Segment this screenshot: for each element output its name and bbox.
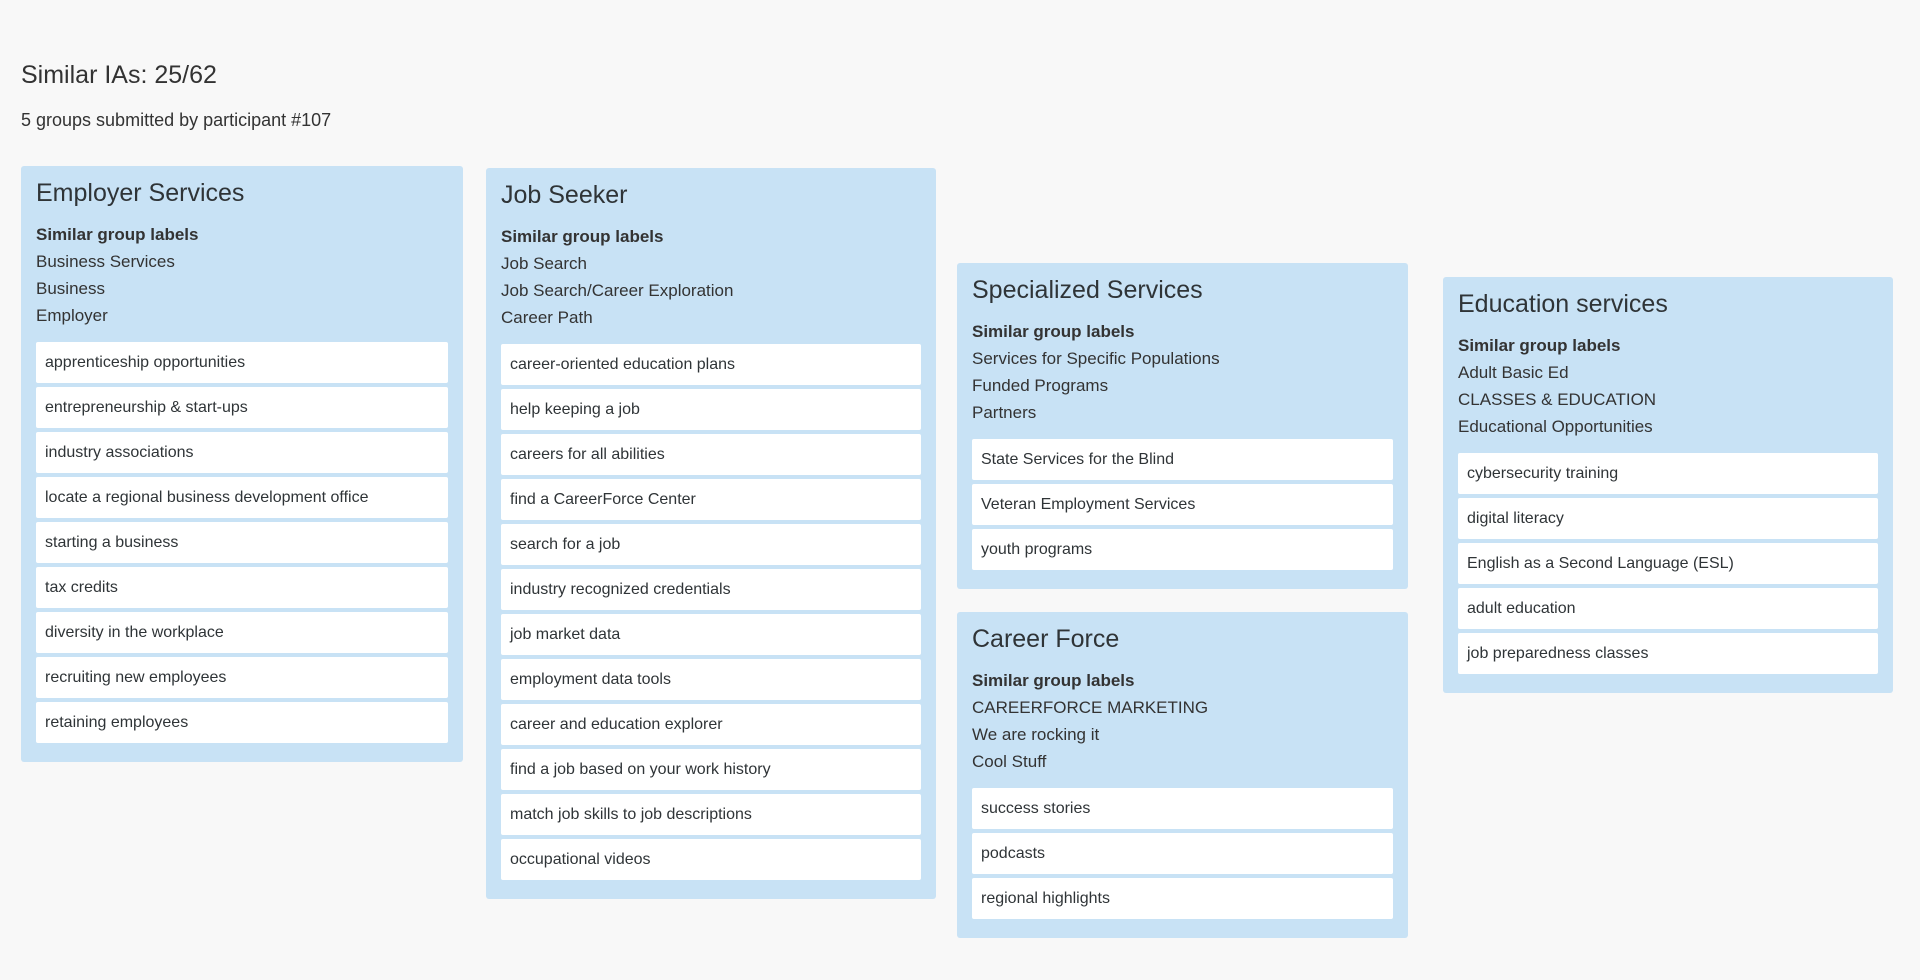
group-title: Career Force xyxy=(972,625,1120,653)
similar-label: Services for Specific Populations xyxy=(972,349,1220,368)
similar-label: Career Path xyxy=(501,308,593,327)
card-item[interactable]: recruiting new employees xyxy=(36,657,448,698)
card-item[interactable]: find a CareerForce Center xyxy=(501,479,921,520)
group-title: Job Seeker xyxy=(501,181,628,209)
group-title: Education services xyxy=(1458,290,1668,318)
card-item[interactable]: retaining employees xyxy=(36,702,448,743)
group-title: Employer Services xyxy=(36,179,245,207)
card-item[interactable]: entrepreneurship & start-ups xyxy=(36,387,448,428)
group-3 xyxy=(957,612,1408,938)
similar-label: Job Search/Career Exploration xyxy=(501,281,734,300)
card-item[interactable]: digital literacy xyxy=(1458,498,1878,539)
similar-label: Educational Opportunities xyxy=(1458,417,1653,436)
card-item[interactable]: occupational videos xyxy=(501,839,921,880)
card-item[interactable]: starting a business xyxy=(36,522,448,563)
card-item[interactable]: career and education explorer xyxy=(501,704,921,745)
card-list xyxy=(501,344,921,880)
card-item[interactable]: search for a job xyxy=(501,524,921,565)
card-item[interactable]: regional highlights xyxy=(972,878,1393,919)
card-item[interactable]: cybersecurity training xyxy=(1458,453,1878,494)
card-item[interactable]: industry associations xyxy=(36,432,448,473)
group-1 xyxy=(486,168,936,899)
similar-labels-heading: Similar group labels xyxy=(972,671,1135,690)
similar-labels-heading: Similar group labels xyxy=(36,225,199,244)
card-item[interactable]: success stories xyxy=(972,788,1393,829)
card-item[interactable]: English as a Second Language (ESL) xyxy=(1458,543,1878,584)
card-item[interactable]: match job skills to job descriptions xyxy=(501,794,921,835)
card-item[interactable]: locate a regional business development office xyxy=(36,477,448,518)
similar-labels-heading: Similar group labels xyxy=(972,322,1135,341)
card-item[interactable]: employment data tools xyxy=(501,659,921,700)
card-item[interactable]: State Services for the Blind xyxy=(972,439,1393,480)
card-item[interactable]: career-oriented education plans xyxy=(501,344,921,385)
card-item[interactable]: adult education xyxy=(1458,588,1878,629)
card-list xyxy=(972,788,1393,919)
card-list xyxy=(36,342,448,743)
similar-label: We are rocking it xyxy=(972,725,1100,744)
group-2 xyxy=(957,263,1408,589)
similar-label: CAREERFORCE MARKETING xyxy=(972,698,1209,717)
similar-label: Business Services xyxy=(36,252,175,271)
card-item[interactable]: tax credits xyxy=(36,567,448,608)
card-item[interactable]: job preparedness classes xyxy=(1458,633,1878,674)
card-item[interactable]: Veteran Employment Services xyxy=(972,484,1393,525)
card-item[interactable]: podcasts xyxy=(972,833,1393,874)
similar-label: Job Search xyxy=(501,254,587,273)
page-subtitle: 5 groups submitted by participant #107 xyxy=(21,110,332,130)
similar-label: Adult Basic Ed xyxy=(1458,363,1569,382)
card-item[interactable]: industry recognized credentials xyxy=(501,569,921,610)
similar-label: Partners xyxy=(972,403,1037,422)
similar-labels-heading: Similar group labels xyxy=(1458,336,1621,355)
card-item[interactable]: apprenticeship opportunities xyxy=(36,342,448,383)
card-item[interactable]: diversity in the workplace xyxy=(36,612,448,653)
card-item[interactable]: help keeping a job xyxy=(501,389,921,430)
card-list xyxy=(1458,453,1878,674)
card-item[interactable]: youth programs xyxy=(972,529,1393,570)
group-title: Specialized Services xyxy=(972,276,1203,304)
similar-label: Business xyxy=(36,279,105,298)
card-item[interactable]: job market data xyxy=(501,614,921,655)
card-item[interactable]: find a job based on your work history xyxy=(501,749,921,790)
page-title: Similar IAs: 25/62 xyxy=(21,61,217,89)
similar-labels-heading: Similar group labels xyxy=(501,227,664,246)
similar-label: Cool Stuff xyxy=(972,752,1047,771)
similar-label: Funded Programs xyxy=(972,376,1109,395)
group-4 xyxy=(1443,277,1893,693)
card-list xyxy=(972,439,1393,570)
card-item[interactable]: careers for all abilities xyxy=(501,434,921,475)
similar-label: CLASSES & EDUCATION xyxy=(1458,390,1657,409)
similar-label: Employer xyxy=(36,306,108,325)
group-0 xyxy=(21,166,463,762)
